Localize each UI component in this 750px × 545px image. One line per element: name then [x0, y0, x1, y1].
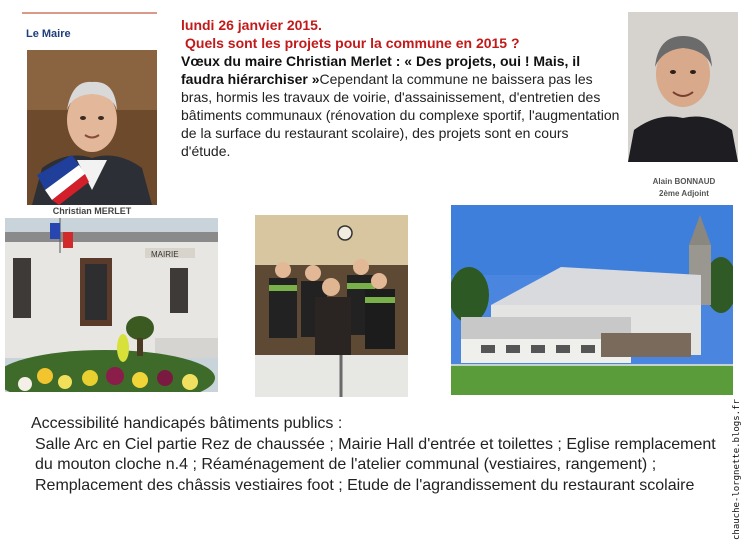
- sports-complex-photo: [451, 205, 733, 395]
- mayor-caption: Christian MERLET: [52, 206, 132, 216]
- deputy-card: [628, 12, 740, 197]
- mayor-photo: [27, 50, 157, 205]
- table-tennis-team-photo: [255, 215, 408, 397]
- blog-watermark: chauche-lorgnette.blogs.fr: [732, 399, 742, 540]
- article-question: Quels sont les projets pour la commune en 2015 ?: [185, 35, 520, 51]
- article-header: [181, 16, 621, 160]
- accessibility-title: Accessibilité handicapés bâtiments publics :: [31, 415, 343, 432]
- town-hall-photo: [5, 218, 218, 392]
- accessibility-section: [31, 414, 721, 496]
- article-voeux: Vœux du maire Christian Merlet : « Des projets, oui ! Mais, il faudra hiérarchiser »: [181, 53, 581, 87]
- article-body: Cependant la commune ne baissera pas les bras, hormis les travaux de voirie, d'assainissement, d'entretien des bâtiments communaux (rénovation du complexe sportif, l'augmentation de la surface du restaurant scolaire), des projets sont en cours d'étude.: [181, 71, 620, 159]
- article-date: lundi 26 janvier 2015.: [181, 17, 322, 33]
- deputy-role: 2ème Adjoint: [659, 189, 709, 198]
- mairie-sign: MAIRIE: [151, 250, 179, 259]
- deputy-photo: [628, 12, 738, 162]
- card-top-rule: [22, 12, 157, 14]
- mayor-card: [22, 12, 157, 216]
- accessibility-items: Salle Arc en Ciel partie Rez de chaussée ; Mairie Hall d'entrée et toilettes ; Eglise remplacement du mouton cloche n.4 ; Réaménagement de l'atelier communal (vestiaires, rangement) ; Remplacement des châssis vestiaires foot ; Etude de l'agrandissement du restaurant scolaire: [35, 435, 716, 494]
- mayor-label: Le Maire: [26, 28, 71, 40]
- deputy-name: Alain BONNAUD: [652, 177, 716, 186]
